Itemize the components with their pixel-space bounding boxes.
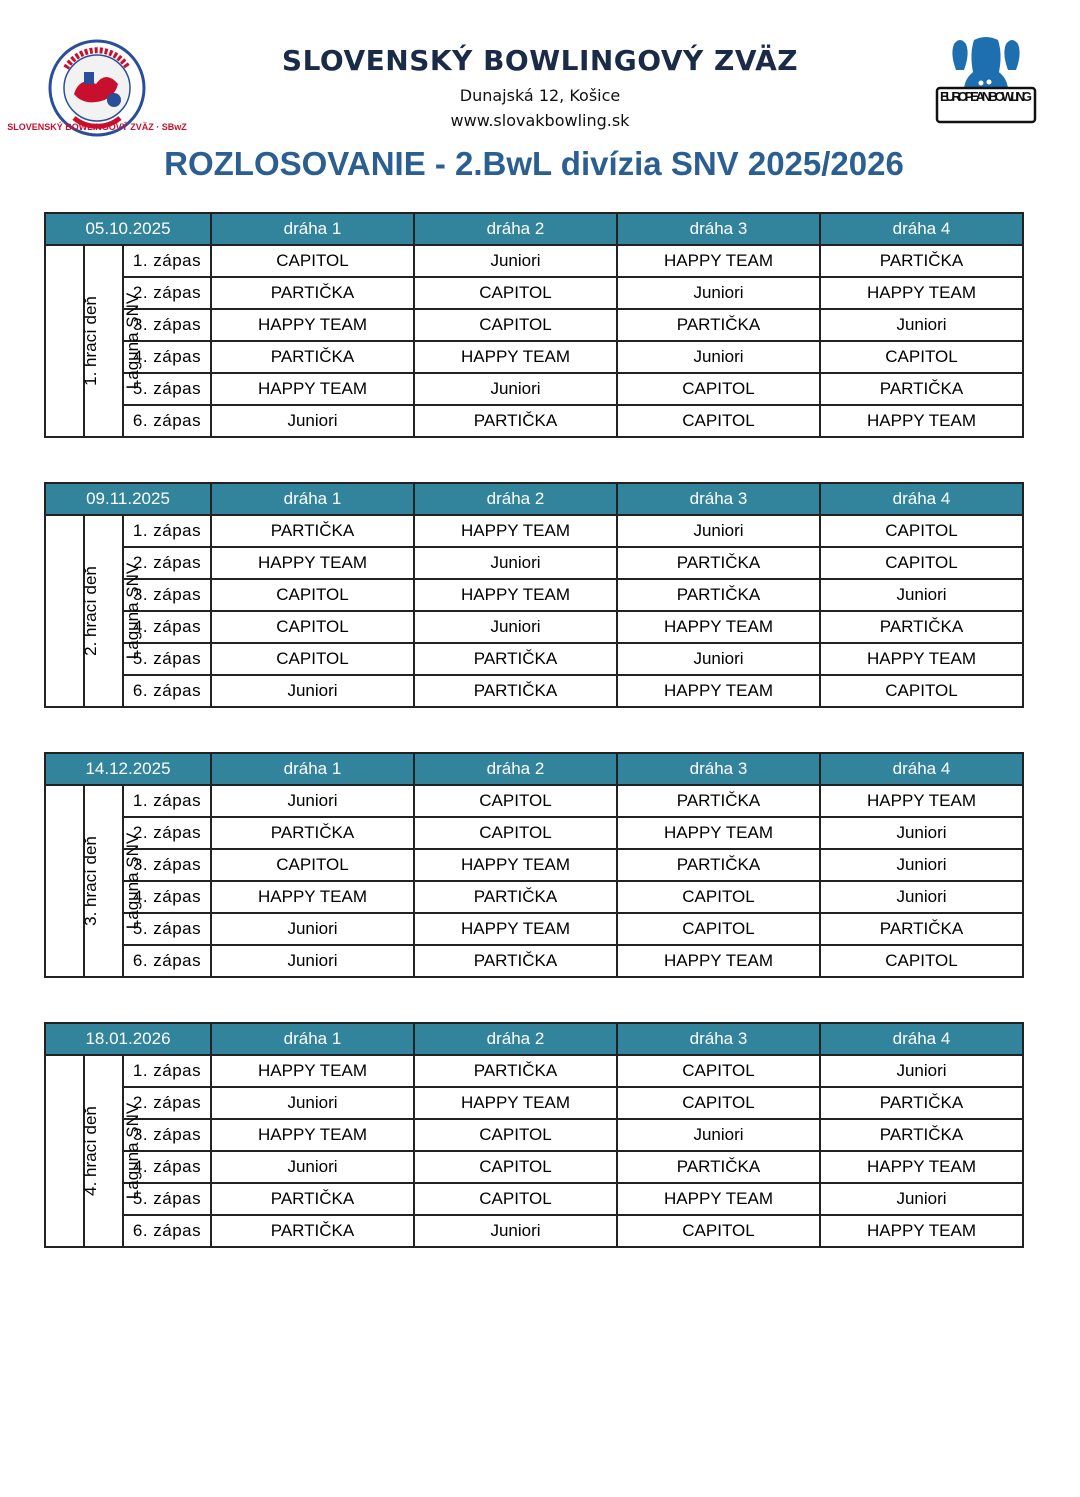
table-row (45, 277, 1023, 309)
lane-header: dráha 2 (414, 213, 617, 245)
day-label-cell (45, 1055, 100, 1247)
lane-header: dráha 1 (211, 753, 414, 785)
lane-team-cell: HAPPY TEAM (414, 515, 617, 547)
lane-team-cell: PARTIČKA (617, 579, 820, 611)
lane-team-cell: CAPITOL (820, 945, 1023, 977)
table-row (45, 515, 1023, 547)
lane-team-cell: CAPITOL (414, 1119, 617, 1151)
lane-team-cell: Juniori (617, 341, 820, 373)
table-header-row (45, 1023, 1023, 1055)
day-schedule-table (44, 482, 1024, 708)
lane-team-cell: HAPPY TEAM (617, 1183, 820, 1215)
lane-team-cell: HAPPY TEAM (820, 785, 1023, 817)
table-row (45, 245, 1023, 277)
table-row (45, 1151, 1023, 1183)
lane-team-cell: CAPITOL (414, 277, 617, 309)
table-row (45, 1087, 1023, 1119)
table-row (45, 309, 1023, 341)
lane-team-cell: CAPITOL (211, 849, 414, 881)
lane-team-cell: Juniori (211, 1151, 414, 1183)
match-label: 3. zápas (123, 309, 211, 341)
lane-header: dráha 2 (414, 1023, 617, 1055)
lane-header: dráha 3 (617, 483, 820, 515)
lane-team-cell: Juniori (211, 945, 414, 977)
table-row (45, 849, 1023, 881)
day-date: 09.11.2025 (45, 483, 211, 515)
match-label: 2. zápas (123, 817, 211, 849)
page-title: ROZLOSOVANIE - 2.BwL divízia SNV 2025/2026 (164, 145, 904, 182)
org-address: Dunajská 12, Košice (459, 86, 621, 105)
lane-team-cell: PARTIČKA (820, 1087, 1023, 1119)
table-row (45, 341, 1023, 373)
day-schedule-table (44, 212, 1024, 438)
match-label: 3. zápas (123, 849, 211, 881)
table-row (45, 579, 1023, 611)
lane-team-cell: PARTIČKA (820, 1119, 1023, 1151)
lane-team-cell: Juniori (211, 785, 414, 817)
lane-team-cell: CAPITOL (211, 245, 414, 277)
day-date: 18.01.2026 (45, 1023, 211, 1055)
right-logo-text: EUROPEAN BOWLING (940, 89, 1032, 104)
lane-team-cell: HAPPY TEAM (617, 675, 820, 707)
lane-header: dráha 1 (211, 1023, 414, 1055)
table-row (45, 405, 1023, 437)
lane-team-cell: CAPITOL (211, 579, 414, 611)
match-label: 2. zápas (123, 277, 211, 309)
lane-team-cell: PARTIČKA (414, 1055, 617, 1087)
lane-team-cell: Juniori (617, 277, 820, 309)
day-label: 1. hrací deň (80, 296, 100, 386)
org-website[interactable]: www.slovakbowling.sk (450, 111, 630, 130)
lane-team-cell: PARTIČKA (211, 515, 414, 547)
lane-team-cell: Juniori (820, 849, 1023, 881)
lane-team-cell: HAPPY TEAM (211, 881, 414, 913)
lane-team-cell: CAPITOL (820, 547, 1023, 579)
day-label: 3. hrací deň (80, 836, 100, 926)
left-logo-text: SLOVENSKÝ BOWLINGOVÝ ZVÄZ · SBwZ (7, 122, 187, 132)
lane-team-cell: CAPITOL (617, 913, 820, 945)
day-label: 2. hrací deň (80, 566, 100, 656)
lane-team-cell: Juniori (414, 245, 617, 277)
lane-header: dráha 1 (211, 213, 414, 245)
match-label: 4. zápas (123, 1151, 211, 1183)
lane-team-cell: CAPITOL (211, 611, 414, 643)
match-label: 6. zápas (123, 1215, 211, 1247)
lane-team-cell: Juniori (617, 643, 820, 675)
match-label: 1. zápas (123, 1055, 211, 1087)
table-row (45, 611, 1023, 643)
lane-team-cell: Juniori (820, 881, 1023, 913)
lane-header: dráha 4 (820, 1023, 1023, 1055)
lane-team-cell: Juniori (414, 547, 617, 579)
lane-header: dráha 3 (617, 213, 820, 245)
lane-team-cell: CAPITOL (414, 817, 617, 849)
lane-team-cell: CAPITOL (617, 1087, 820, 1119)
lane-team-cell: Juniori (617, 1119, 820, 1151)
lane-team-cell: PARTIČKA (820, 611, 1023, 643)
lane-team-cell: PARTIČKA (211, 341, 414, 373)
match-label: 4. zápas (123, 611, 211, 643)
lane-team-cell: CAPITOL (414, 785, 617, 817)
lane-team-cell: PARTIČKA (414, 881, 617, 913)
table-row (45, 373, 1023, 405)
lane-team-cell: CAPITOL (617, 1215, 820, 1247)
lane-header: dráha 3 (617, 1023, 820, 1055)
lane-team-cell: PARTIČKA (211, 817, 414, 849)
lane-team-cell: HAPPY TEAM (820, 1215, 1023, 1247)
table-row (45, 1215, 1023, 1247)
lane-team-cell: CAPITOL (211, 643, 414, 675)
lane-team-cell: CAPITOL (617, 373, 820, 405)
lane-header: dráha 1 (211, 483, 414, 515)
lane-team-cell: HAPPY TEAM (414, 341, 617, 373)
venue-label: Laguna SNV (123, 562, 143, 660)
lane-team-cell: HAPPY TEAM (617, 945, 820, 977)
lane-team-cell: Juniori (820, 1183, 1023, 1215)
lane-team-cell: Juniori (414, 373, 617, 405)
venue-label: Laguna SNV (123, 292, 143, 390)
lane-team-cell: CAPITOL (414, 1151, 617, 1183)
lane-team-cell: HAPPY TEAM (820, 405, 1023, 437)
match-label: 1. zápas (123, 515, 211, 547)
match-label: 5. zápas (123, 913, 211, 945)
lane-team-cell: Juniori (211, 675, 414, 707)
org-name: SLOVENSKÝ BOWLINGOVÝ ZVÄZ (281, 44, 799, 77)
lane-team-cell: PARTIČKA (414, 405, 617, 437)
lane-header: dráha 3 (617, 753, 820, 785)
lane-team-cell: PARTIČKA (211, 1183, 414, 1215)
lane-team-cell: PARTIČKA (414, 643, 617, 675)
table-header-row (45, 483, 1023, 515)
lane-team-cell: HAPPY TEAM (414, 579, 617, 611)
lane-team-cell: Juniori (414, 1215, 617, 1247)
match-label: 5. zápas (123, 643, 211, 675)
table-row (45, 881, 1023, 913)
day-label-cell (45, 245, 100, 437)
match-label: 5. zápas (123, 373, 211, 405)
lane-team-cell: CAPITOL (820, 341, 1023, 373)
day-label: 4. hrací deň (80, 1106, 100, 1196)
table-row (45, 1183, 1023, 1215)
lane-team-cell: HAPPY TEAM (211, 547, 414, 579)
venue-label: Laguna SNV (123, 1102, 143, 1200)
lane-team-cell: PARTIČKA (820, 913, 1023, 945)
lane-team-cell: CAPITOL (820, 515, 1023, 547)
lane-team-cell: Juniori (617, 515, 820, 547)
lane-team-cell: Juniori (414, 611, 617, 643)
table-row (45, 547, 1023, 579)
lane-team-cell: HAPPY TEAM (617, 611, 820, 643)
day-date: 05.10.2025 (45, 213, 211, 245)
match-label: 6. zápas (123, 945, 211, 977)
day-date: 14.12.2025 (45, 753, 211, 785)
lane-team-cell: PARTIČKA (617, 309, 820, 341)
lane-team-cell: HAPPY TEAM (820, 1151, 1023, 1183)
day-schedule-table (44, 1022, 1024, 1248)
match-label: 3. zápas (123, 579, 211, 611)
match-label: 4. zápas (123, 881, 211, 913)
lane-team-cell: HAPPY TEAM (211, 373, 414, 405)
lane-team-cell: PARTIČKA (617, 849, 820, 881)
lane-team-cell: PARTIČKA (617, 547, 820, 579)
table-row (45, 1119, 1023, 1151)
lane-team-cell: PARTIČKA (211, 277, 414, 309)
lane-team-cell: CAPITOL (414, 309, 617, 341)
lane-team-cell: PARTIČKA (414, 945, 617, 977)
lane-team-cell: HAPPY TEAM (617, 245, 820, 277)
match-label: 2. zápas (123, 547, 211, 579)
lane-header: dráha 4 (820, 753, 1023, 785)
lane-team-cell: Juniori (211, 913, 414, 945)
table-row (45, 785, 1023, 817)
lane-team-cell: PARTIČKA (617, 1151, 820, 1183)
day-label-cell (45, 515, 100, 707)
table-header-row (45, 213, 1023, 245)
lane-team-cell: HAPPY TEAM (211, 309, 414, 341)
match-label: 6. zápas (123, 405, 211, 437)
lane-team-cell: HAPPY TEAM (414, 849, 617, 881)
table-row (45, 643, 1023, 675)
venue-label: Laguna SNV (123, 832, 143, 930)
lane-team-cell: PARTIČKA (820, 245, 1023, 277)
lane-team-cell: CAPITOL (617, 1055, 820, 1087)
lane-header: dráha 4 (820, 213, 1023, 245)
lane-team-cell: HAPPY TEAM (820, 277, 1023, 309)
lane-team-cell: Juniori (211, 1087, 414, 1119)
match-label: 2. zápas (123, 1087, 211, 1119)
lane-team-cell: HAPPY TEAM (820, 643, 1023, 675)
lane-team-cell: CAPITOL (414, 1183, 617, 1215)
match-label: 1. zápas (123, 245, 211, 277)
lane-team-cell: CAPITOL (820, 675, 1023, 707)
lane-team-cell: CAPITOL (617, 405, 820, 437)
lane-header: dráha 2 (414, 753, 617, 785)
lane-team-cell: PARTIČKA (820, 373, 1023, 405)
table-row (45, 817, 1023, 849)
table-row (45, 945, 1023, 977)
lane-team-cell: HAPPY TEAM (414, 913, 617, 945)
table-row (45, 1055, 1023, 1087)
lane-team-cell: Juniori (820, 817, 1023, 849)
day-label-cell (45, 785, 100, 977)
day-schedule-table (44, 752, 1024, 978)
lane-team-cell: PARTIČKA (617, 785, 820, 817)
match-label: 4. zápas (123, 341, 211, 373)
lane-header: dráha 4 (820, 483, 1023, 515)
lane-team-cell: Juniori (820, 579, 1023, 611)
lane-team-cell: CAPITOL (617, 881, 820, 913)
lane-team-cell: HAPPY TEAM (414, 1087, 617, 1119)
table-header-row (45, 753, 1023, 785)
lane-team-cell: PARTIČKA (414, 675, 617, 707)
table-row (45, 913, 1023, 945)
lane-team-cell: HAPPY TEAM (617, 817, 820, 849)
lane-team-cell: HAPPY TEAM (211, 1119, 414, 1151)
match-label: 6. zápas (123, 675, 211, 707)
lane-team-cell: PARTIČKA (211, 1215, 414, 1247)
lane-team-cell: Juniori (820, 1055, 1023, 1087)
lane-header: dráha 2 (414, 483, 617, 515)
match-label: 3. zápas (123, 1119, 211, 1151)
match-label: 1. zápas (123, 785, 211, 817)
table-row (45, 675, 1023, 707)
lane-team-cell: HAPPY TEAM (211, 1055, 414, 1087)
match-label: 5. zápas (123, 1183, 211, 1215)
lane-team-cell: Juniori (820, 309, 1023, 341)
lane-team-cell: Juniori (211, 405, 414, 437)
